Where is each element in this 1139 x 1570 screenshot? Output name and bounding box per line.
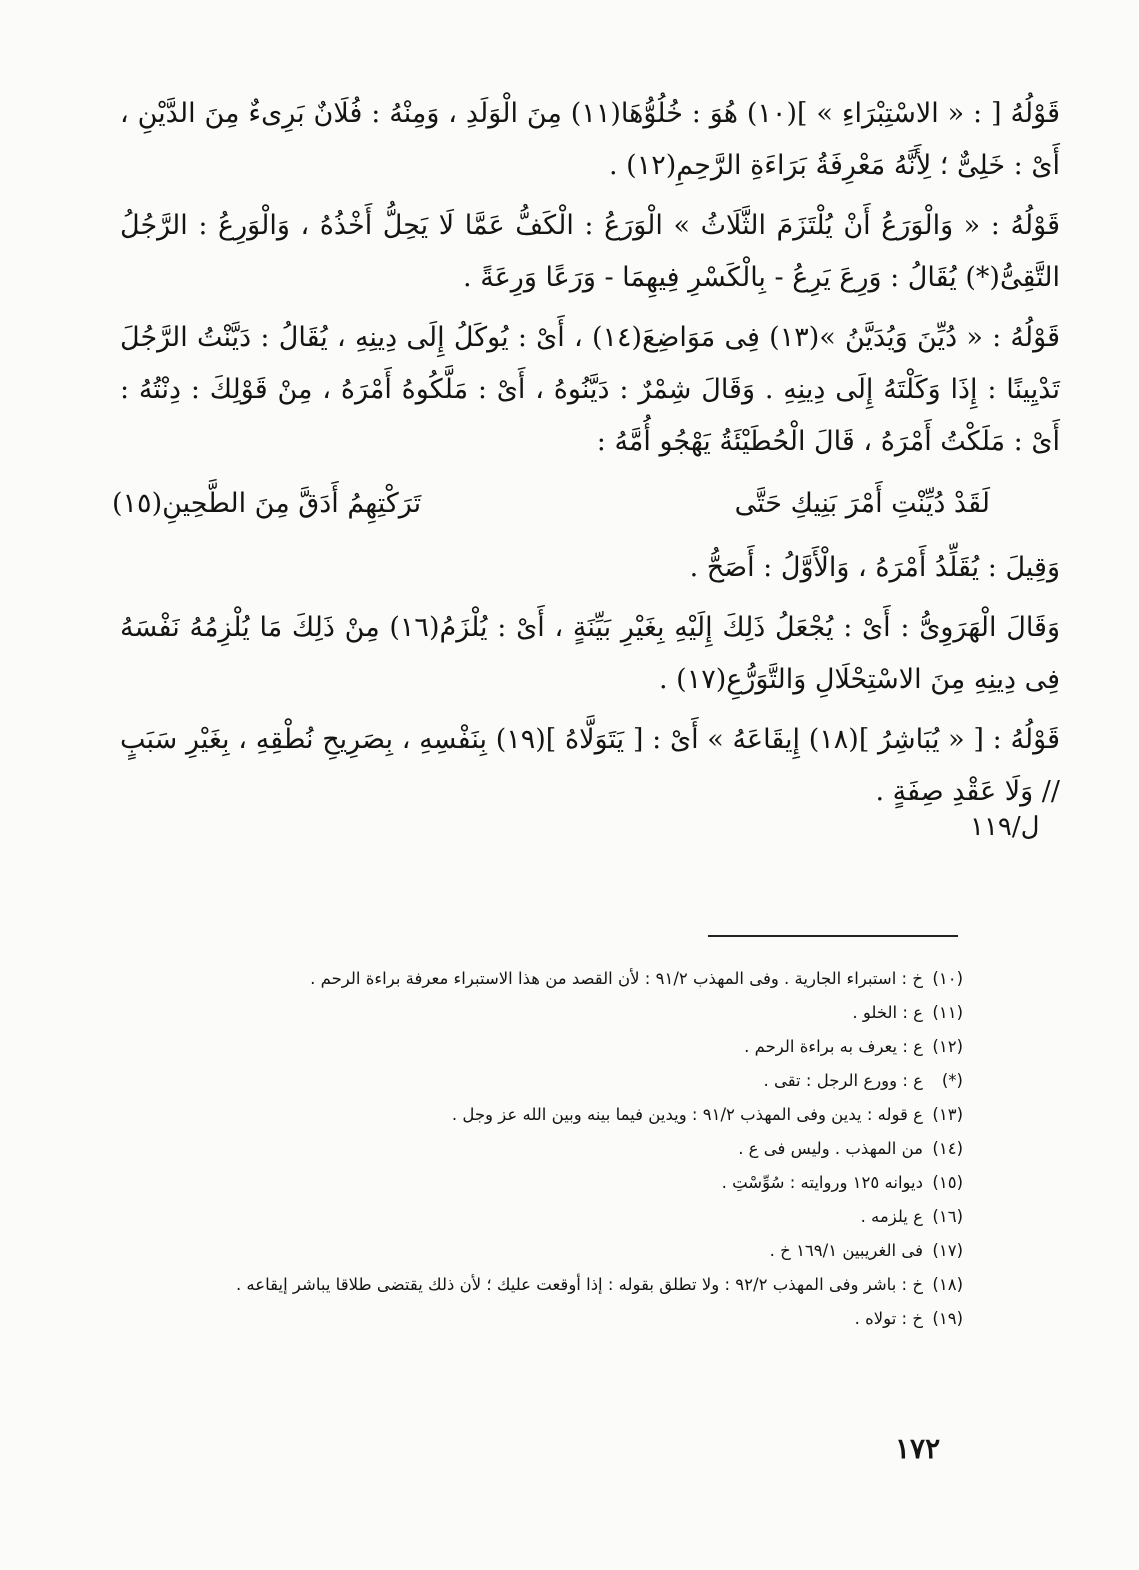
footnote-text: من المهذب . وليس فى ع . bbox=[738, 1139, 923, 1158]
footnote-text: خ : استبراء الجارية . وفى المهذب ٩١/٢ : لأن القصد من هذا الاستبراء معرفة براءة الرحم . bbox=[310, 969, 923, 988]
footnote-text: فى الغريبين ١٦٩/١ خ . bbox=[769, 1241, 923, 1260]
footnote-text: خ : باشر وفى المهذب ٩٢/٢ : ولا تطلق بقوله : إذا أوقعت عليك ؛ لأن ذلك يقتضى طلاقا يباشر إيقاعه . bbox=[235, 1275, 923, 1294]
footnote-number: (١٣) bbox=[932, 1105, 963, 1124]
footnote-item bbox=[118, 1200, 963, 1234]
page-number: ١٧٢ bbox=[895, 1432, 941, 1465]
footnote-number: (١٢) bbox=[932, 1037, 963, 1056]
paragraph-wara: قَوْلُهُ : « وَالْوَرَعُ أَنْ يُلْتَزَمَ الثَّلَاثُ » الْوَرَعُ : الْكَفُّ عَمَّا لَا يَحِلُّ أَخْذُهُ ، وَالْوَرِعُ : الرَّجُلُ التَّقِىُّ(*) يُقَالُ : وَرِعَ يَرِعُ - بِالْكَسْرِ فِيهِمَا - وَرَعًا وَرِعَةً . bbox=[120, 210, 1060, 293]
main-text bbox=[112, 88, 1061, 826]
footnote-item bbox=[118, 1098, 963, 1132]
paragraph-duyyina: قَوْلُهُ : « دُيِّنَ وَيُدَيَّنُ »(١٣) فِى مَوَاضِعَ(١٤) ، أَىْ : يُوكَلُ إِلَى دِينِهِ ، يُقَالُ : دَيَّنْتُ الرَّجُلَ تَدْيِينًا : إِذَا وَكَلْتَهُ إِلَى دِينِهِ . وَقَالَ شِمْرٌ : دَيَّنُوهُ ، أَىْ : مَلَّكُوهُ أَمْرَهُ ، مِنْ قَوْلِكَ : دِنْتُهُ : أَىْ : مَلَكْتُ أَمْرَهُ ، قَالَ الْحُطَيْئَةُ يَهْجُو أُمَّهُ : bbox=[120, 322, 1060, 457]
footnote-number: (١٨) bbox=[932, 1275, 963, 1294]
manuscript-folio-marker: ل/١١٩ bbox=[970, 812, 1040, 842]
footnote-text: ع : الخلو . bbox=[852, 1003, 923, 1022]
footnote-item bbox=[118, 962, 963, 996]
footnote-number: (١١) bbox=[932, 1003, 963, 1022]
footnote-number: (١٧) bbox=[932, 1241, 963, 1260]
footnote-item bbox=[118, 996, 963, 1030]
footnote-number: (١٠) bbox=[932, 969, 963, 988]
paragraph-istibra: قَوْلُهُ [ : « الاسْتِبْرَاءِ » ](١٠) هُوَ : خُلُوُّهَا(١١) مِنَ الْوَلَدِ ، وَمِنْهُ : فُلَانٌ بَرِىءٌ مِنَ الدَّيْنِ ، أَىْ : خَلِىٌّ ؛ لِأَنَّهُ مَعْرِفَةُ بَرَاءَةِ الرَّحِمِ(١٢) . bbox=[120, 98, 1061, 181]
footnote-number: (١٥) bbox=[932, 1173, 963, 1192]
footnote-number: (١٩) bbox=[932, 1309, 963, 1328]
verse-first-hemistich: لَقَدْ دُيِّنْتِ أَمْرَ بَنِيكِ حَتَّى bbox=[734, 488, 990, 519]
footnote-text: ع : وورع الرجل : تقى . bbox=[763, 1071, 923, 1090]
paragraph-harawi: وَقَالَ الْهَرَوِىُّ : أَىْ : يُجْعَلُ ذَلِكَ إِلَيْهِ بِغَيْرِ بَيِّنَةٍ ، أَىْ : يُلْزَمُ(١٦) مِنْ ذَلِكَ مَا يُلْزِمُهُ نَفْسَهُ فِى دِينِهِ مِنَ الاسْتِحْلَالِ وَالتَّوَرُّعِ(١٧) . bbox=[120, 612, 1060, 695]
footnote-item bbox=[118, 1234, 963, 1268]
footnote-item bbox=[118, 1268, 963, 1302]
footnote-item bbox=[118, 1064, 963, 1098]
footnote-text: ع يلزمه . bbox=[860, 1207, 923, 1226]
footnote-text: خ : تولاه . bbox=[854, 1309, 923, 1328]
footnote-number: (١٦) bbox=[932, 1207, 963, 1226]
footnote-text: ع : يعرف به براءة الرحم . bbox=[744, 1037, 923, 1056]
footnote-item bbox=[118, 1302, 963, 1336]
footnote-item bbox=[118, 1166, 963, 1200]
footnote-text: ديوانه ١٢٥ وروايته : سُوِّسْتِ . bbox=[721, 1173, 923, 1192]
poem-verse bbox=[112, 478, 1060, 538]
paragraph-qila: وَقِيلَ : يُقَلِّدُ أَمْرَهُ ، وَالْأَوَّلُ : أَصَحُّ . bbox=[689, 552, 1060, 583]
verse-second-hemistich: تَرَكْتِهِمُ أَدَقَّ مِنَ الطَّحِينِ(١٥) bbox=[112, 488, 422, 519]
footnote-text: ع قوله : يدين وفى المهذب ٩١/٢ : ويدين فيما بينه وبين الله عز وجل . bbox=[451, 1105, 923, 1124]
paragraph-yubashir: قَوْلُهُ : [ « يُبَاشِرُ ](١٨) إِيقَاعَهُ » أَىْ : [ يَتَوَلَّاهُ ](١٩) بِنَفْسِهِ ، بِصَرِيحِ نُطْقِهِ ، بِغَيْرِ سَبَبٍ // وَلَا عَقْدِ صِفَةٍ . bbox=[120, 724, 1061, 807]
footnote-item bbox=[118, 1132, 963, 1166]
footnote-number: (*) bbox=[941, 1071, 963, 1090]
footnote-number: (١٤) bbox=[932, 1139, 963, 1158]
footnote-item bbox=[118, 1030, 963, 1064]
footnote-divider bbox=[708, 935, 958, 937]
footnotes bbox=[118, 962, 963, 1336]
